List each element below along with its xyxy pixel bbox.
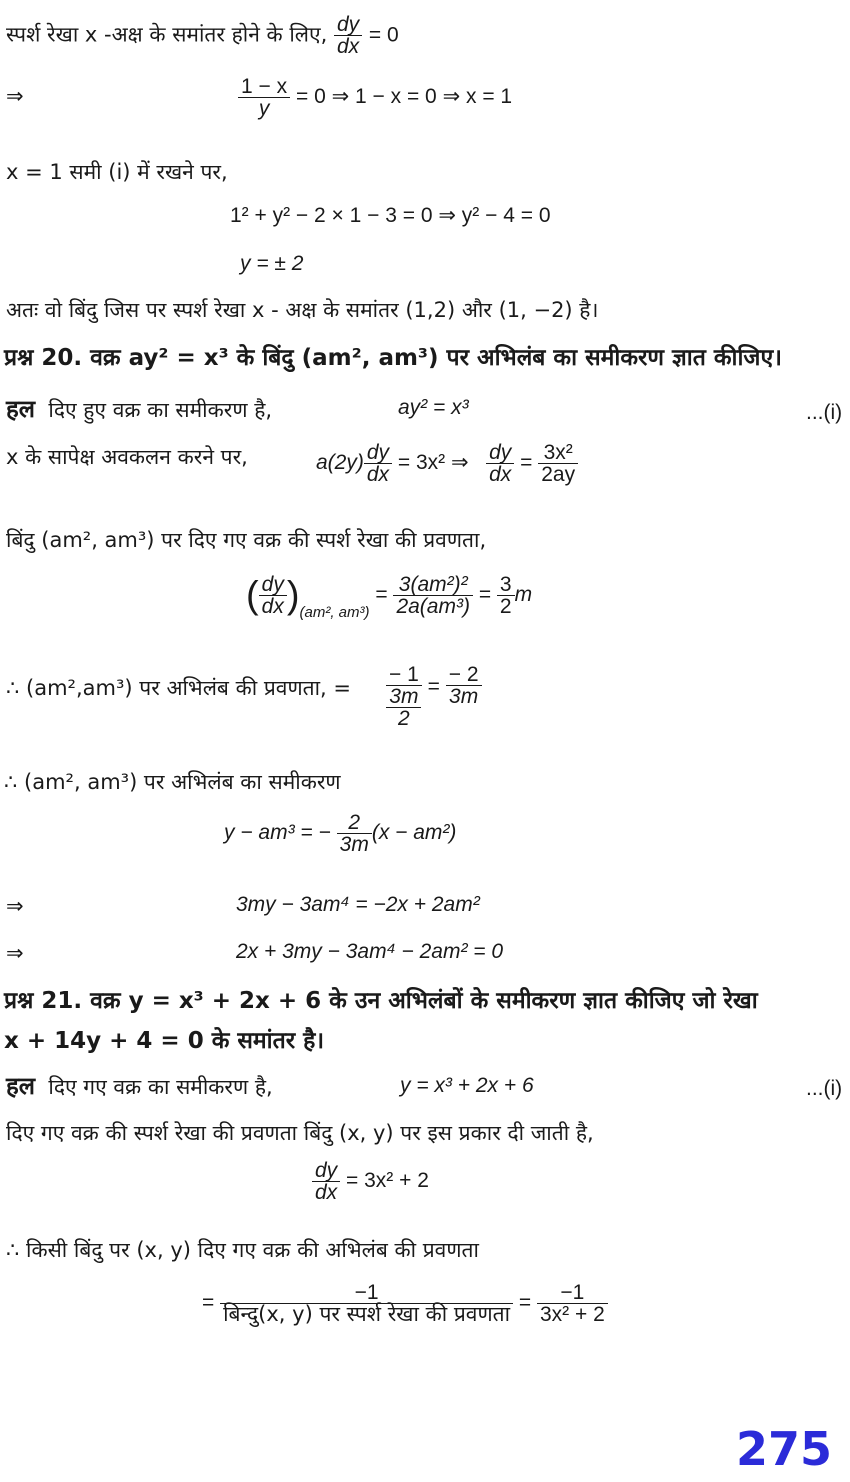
q20-ref-i: ...(i) (806, 401, 843, 424)
implies-arrow: ⇒ (6, 894, 24, 918)
fraction-dy-dx: $\frac{dy}{dx}$ (486, 442, 514, 485)
q21-curve-equation: y = x³ + 2x + 6 (400, 1074, 534, 1097)
equation-y-pm2: y = ± 2 (240, 252, 304, 275)
page-number: 275 (735, 1422, 832, 1476)
conclusion-points: अतः वो बिंदु जिस पर स्पर्श रेखा x - अक्ष के समांतर (1,2) और (1, −2) है। (6, 298, 599, 322)
implies-arrow: ⇒ (6, 84, 24, 108)
fraction-3m-over-2: $\frac{3m}{2}$ (386, 686, 421, 729)
fraction-1-x-over-y: $\frac{1 - x}{y}$ (238, 76, 290, 119)
equals-zero: = 0 (368, 23, 399, 47)
line-substitute: x = 1 समी (i) में रखने पर, (6, 160, 228, 184)
fraction-dy-dx: $\frac{dy}{dx}$ (334, 14, 362, 57)
fraction-slope: $\frac{\text{3(am²)²}}{\text{2a(am³)}}$ (393, 574, 473, 617)
q20-normal-slope-value: $\frac{- 1}{\frac{3m}{2}}$ = $\frac{- 2}{3m}$ (386, 664, 482, 729)
fraction-dy-dx: $\frac{dy}{dx}$ (259, 574, 287, 617)
equation-y-squared: 1² + y² − 2 × 1 − 3 = 0 ⇒ y² − 4 = 0 (230, 204, 551, 227)
fraction-minus2-over-3m: $\frac{- 2}{3m}$ (446, 664, 482, 707)
fraction-3x2-2ay: $\frac{\text{3x²}}{2ay}$ (538, 442, 578, 485)
fraction-minus1-over-tangent-slope: $\frac{-1}{\text{बिन्दु(x, y) पर स्पर्श रेखा की प्रवणता}}$ (220, 1282, 513, 1325)
question-21-title: प्रश्न 21. वक्र y = x³ + 2x + 6 के उन अभिलंबों के समीकरण ज्ञात कीजिए जो रेखा (4, 988, 758, 1014)
fraction-dy-dx: $\frac{dy}{dx}$ (312, 1160, 340, 1203)
solution-label: हल (6, 1072, 36, 1100)
q20-tangent-slope-equation: ( $\frac{dy}{dx}$ )$_{(am^2, am^3)}$ = $\frac{\text{3(am²)²}}{\text{2a(am³)}}$ = $\frac{3}{2}$ m (246, 573, 533, 622)
evaluation-point: (am², am³) (299, 604, 370, 622)
equation: = 0 ⇒ 1 − x = 0 ⇒ x = 1 (295, 85, 513, 109)
fraction-minus1-over-3x2-plus-2: $\frac{-1}{\text{3x² + 2}}$ (537, 1282, 608, 1325)
question-20-title: प्रश्न 20. वक्र ay² = x³ के बिंदु (am², am³) पर अभिलंब का समीकरण ज्ञात कीजिए। (4, 345, 782, 371)
q20-equation-step2: 3my − 3am⁴ = −2x + 2am² (236, 893, 480, 916)
q20-solution-line: हल दिए हुए वक्र का समीकरण है, (6, 395, 273, 423)
fraction-minus1-over-3m2: $\frac{- 1}{\frac{3m}{2}}$ (386, 664, 422, 729)
q20-curve-equation: ay² = x³ (398, 396, 469, 419)
q20-normal-equation: y − am³ = − $\frac{2}{3m}$ (x − am²) (224, 811, 457, 856)
fraction-2-over-3m: $\frac{2}{3m}$ (337, 812, 372, 855)
line-solve-x (238, 76, 512, 119)
q20-normal-slope: ∴ (am²,am³) पर अभिलंब की प्रवणता, = (6, 676, 352, 700)
line-tangent-parallel (6, 14, 399, 57)
q21-tangent-slope-text: दिए गए वक्र की स्पर्श रेखा की प्रवणता बिंदु (x, y) पर इस प्रकार दी जाती है, (6, 1121, 594, 1145)
q21-normal-slope-text: ∴ किसी बिंदु पर (x, y) दिए गए वक्र की अभिलंब की प्रवणता (6, 1238, 479, 1262)
fraction-3-over-2: $\frac{3}{2}$ (497, 574, 515, 617)
q20-normal-equation-text: ∴ (am², am³) पर अभिलंब का समीकरण (4, 770, 341, 794)
q21-normal-slope-formula: = $\frac{-1}{\text{बिन्दु(x, y) पर स्पर्श रेखा की प्रवणता}}$ = $\frac{-1}{\text{3x² + 2}}$ (202, 1282, 608, 1325)
implies-arrow: ⇒ (6, 941, 24, 965)
q21-derivative: $\frac{dy}{dx}$ = 3x² + 2 (312, 1160, 429, 1203)
q21-ref-i: ...(i) (806, 1077, 843, 1100)
q20-tangent-slope-text: बिंदु (am², am³) पर दिए गए वक्र की स्पर्श रेखा की प्रवणता, (6, 528, 487, 552)
q20-final-equation: 2x + 3my − 3am⁴ − 2am² = 0 (236, 940, 504, 963)
solution-label: हल (6, 395, 36, 423)
q20-differentiate: x के सापेक्ष अवकलन करने पर, (6, 445, 248, 469)
q20-derivative-equation: a(2y) $\frac{dy}{dx}$ = 3x² ⇒ $\frac{dy}{dx}$ = $\frac{\text{3x²}}{2ay}$ (316, 442, 578, 485)
question-21-title-cont: x + 14y + 4 = 0 के समांतर है। (4, 1028, 325, 1054)
q21-solution-line: हल दिए गए वक्र का समीकरण है, (6, 1072, 273, 1100)
text: स्पर्श रेखा x -अक्ष के समांतर होने के लिए, (6, 22, 328, 47)
fraction-dy-dx: $\frac{dy}{dx}$ (364, 442, 392, 485)
